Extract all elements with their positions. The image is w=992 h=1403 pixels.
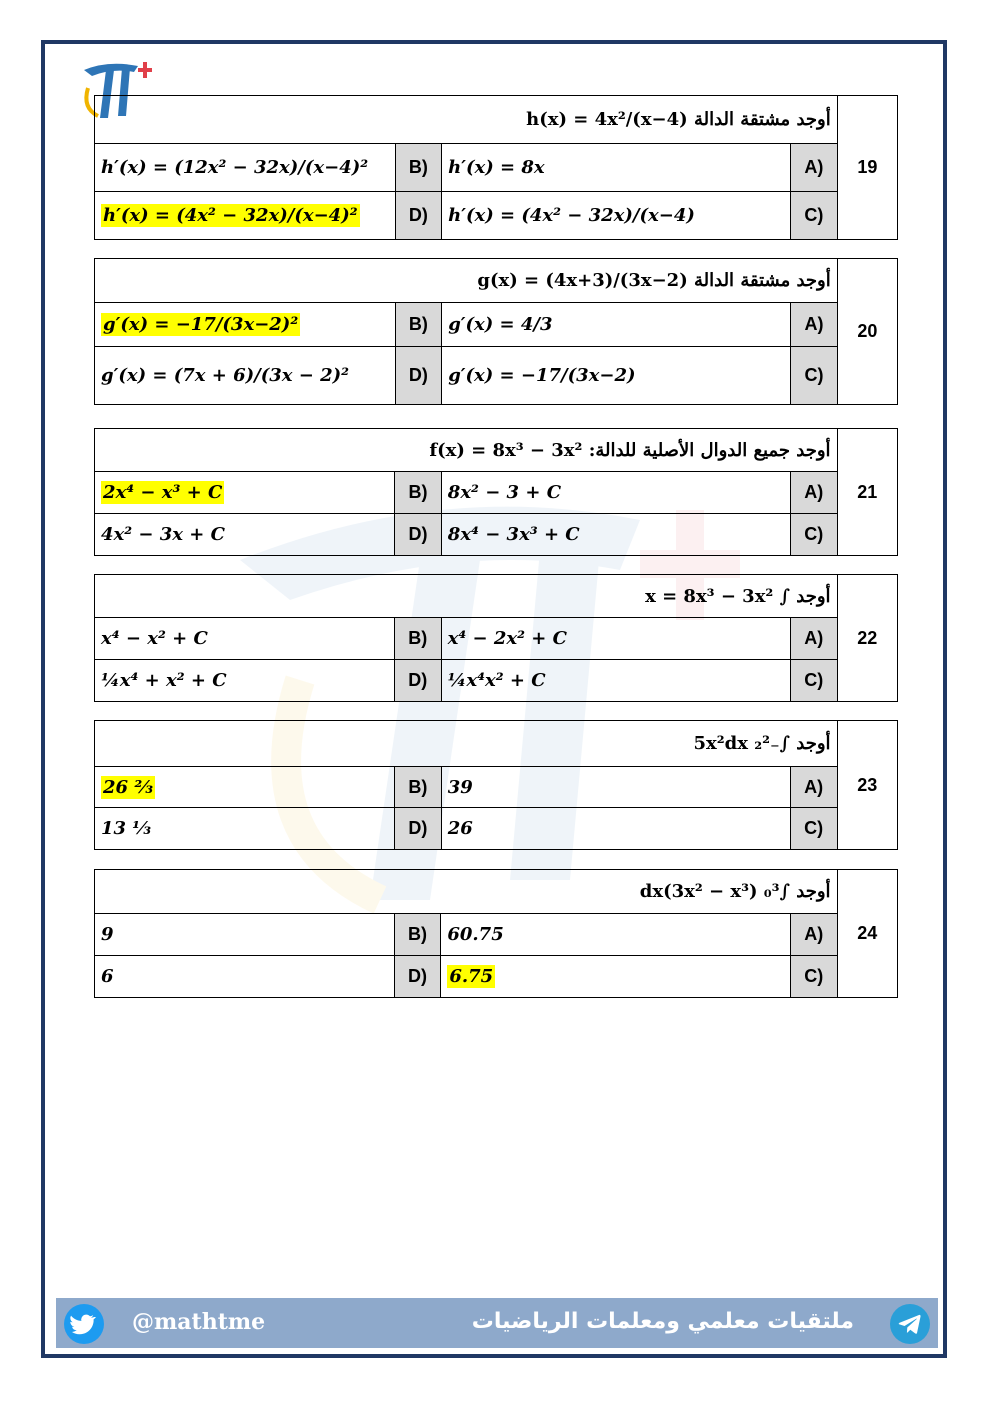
option-c-label: (C	[790, 514, 837, 556]
option-a[interactable]	[441, 914, 790, 956]
option-c-text: 6.75	[449, 966, 494, 987]
question-19	[94, 95, 898, 240]
option-a-text: 39	[447, 776, 473, 798]
question-number: 23	[837, 721, 897, 850]
option-d-text: 4x² − 3x + C	[101, 524, 225, 545]
question-prompt: أوجد مشتقة الدالة g(x) = (4x+3)/(3x−2)	[95, 259, 838, 303]
option-b[interactable]	[95, 767, 395, 808]
option-d-label: (D	[395, 347, 442, 405]
option-d-text: 13 ⅓	[101, 818, 151, 839]
option-b[interactable]	[95, 914, 395, 956]
option-d-text: g′(x) = (7x + 6)/(3x − 2)²	[101, 365, 350, 386]
question-prompt: أوجد ∫₀³ (3x² − x³)dx	[95, 870, 838, 914]
option-d[interactable]	[95, 956, 395, 998]
option-d-text: h′(x) = (4x² − 32x)/(x−4)²	[103, 205, 358, 226]
option-d[interactable]	[95, 514, 395, 556]
option-b-label: (B	[394, 914, 441, 956]
option-d[interactable]	[95, 808, 395, 850]
option-d[interactable]	[95, 347, 396, 405]
option-b-text: 2x⁴ − x³ + C	[103, 482, 223, 503]
footer-banner	[56, 1298, 938, 1348]
option-a-label: (A	[790, 767, 837, 808]
option-a-label: (A	[791, 303, 838, 347]
option-a[interactable]	[442, 303, 791, 347]
option-c-text: ¼x⁴x² + C	[447, 670, 546, 691]
question-22	[94, 574, 898, 702]
option-b-text: x⁴ − x² + C	[101, 628, 208, 649]
option-c-label: (C	[790, 660, 837, 702]
option-c-label: (C	[791, 347, 838, 405]
option-c[interactable]	[442, 347, 791, 405]
option-d-label: (D	[394, 660, 441, 702]
footer-title: ملتقيات معلمي ومعلمات الرياضيات	[471, 1309, 854, 1334]
option-a-text: 60.75	[447, 924, 504, 945]
question-prompt: أوجد مشتقة الدالة h(x) = 4x²/(x−4)	[95, 96, 838, 144]
option-b-label: (B	[395, 472, 442, 514]
option-b-label: (B	[395, 144, 442, 192]
question-prompt: أوجد ∫ x = 8x³ − 3x²	[95, 575, 838, 618]
option-d[interactable]	[95, 660, 395, 702]
question-prompt: أوجد جميع الدوال الأصلية للدالة: f(x) = 8x³ − 3x²	[95, 429, 838, 472]
option-b-text: 9	[101, 924, 114, 945]
option-a-text: h′(x) = 8x	[448, 157, 545, 178]
option-c[interactable]	[441, 514, 790, 556]
option-a-label: (A	[790, 618, 837, 660]
option-c-text: h′(x) = (4x² − 32x)/(x−4)	[448, 205, 695, 226]
question-23	[94, 720, 898, 850]
option-b[interactable]	[95, 472, 395, 514]
option-b-text: 26 ⅔	[103, 776, 153, 798]
option-c-label: (C	[790, 808, 837, 850]
option-d-label: (D	[395, 192, 442, 240]
option-c-text: g′(x) = −17/(3x−2)	[448, 365, 636, 386]
question-24	[94, 869, 898, 998]
option-d-text: 6	[101, 966, 114, 987]
option-a[interactable]	[441, 767, 790, 808]
option-a-text: x⁴ − 2x² + C	[447, 628, 567, 649]
option-b-label: (B	[395, 303, 442, 347]
option-a-label: (A	[791, 144, 838, 192]
question-number: 20	[837, 259, 897, 405]
question-number: 19	[837, 96, 897, 240]
option-a[interactable]	[442, 144, 791, 192]
option-d-label: (D	[394, 956, 441, 998]
question-20	[94, 258, 898, 405]
option-d-text: ¼x⁴ + x² + C	[101, 670, 227, 691]
option-b-text: h′(x) = (12x² − 32x)/(x−4)²	[101, 157, 369, 178]
option-c-label: (C	[791, 192, 838, 240]
telegram-icon[interactable]	[890, 1304, 930, 1344]
option-c-text: 8x⁴ − 3x³ + C	[447, 524, 580, 545]
question-number: 24	[837, 870, 897, 998]
option-c[interactable]	[442, 192, 791, 240]
question-number: 22	[837, 575, 897, 702]
option-a[interactable]	[441, 618, 790, 660]
option-b-label: (B	[395, 767, 442, 808]
twitter-icon[interactable]	[64, 1304, 104, 1344]
question-prompt: أوجد ∫₋₂² 5x²dx	[95, 721, 838, 767]
option-b[interactable]	[95, 144, 396, 192]
option-d[interactable]	[95, 192, 396, 240]
option-b-text: g′(x) = −17/(3x−2)²	[103, 314, 299, 335]
option-c[interactable]	[441, 808, 790, 850]
option-a-label: (A	[790, 472, 837, 514]
option-a-text: 8x² − 3 + C	[447, 482, 562, 503]
option-d-label: (D	[395, 808, 442, 850]
option-c[interactable]	[441, 956, 790, 998]
option-a-text: g′(x) = 4/3	[448, 314, 553, 335]
option-a-label: (A	[790, 914, 837, 956]
question-number: 21	[837, 429, 897, 556]
option-a[interactable]	[441, 472, 790, 514]
option-c[interactable]	[441, 660, 790, 702]
option-b[interactable]	[95, 618, 395, 660]
option-c-text: 26	[447, 818, 473, 839]
option-b-label: (B	[394, 618, 441, 660]
twitter-handle[interactable]: @mathtme	[132, 1309, 266, 1335]
option-d-label: (D	[395, 514, 442, 556]
question-21	[94, 428, 898, 556]
option-b[interactable]	[95, 303, 396, 347]
option-c-label: (C	[790, 956, 837, 998]
